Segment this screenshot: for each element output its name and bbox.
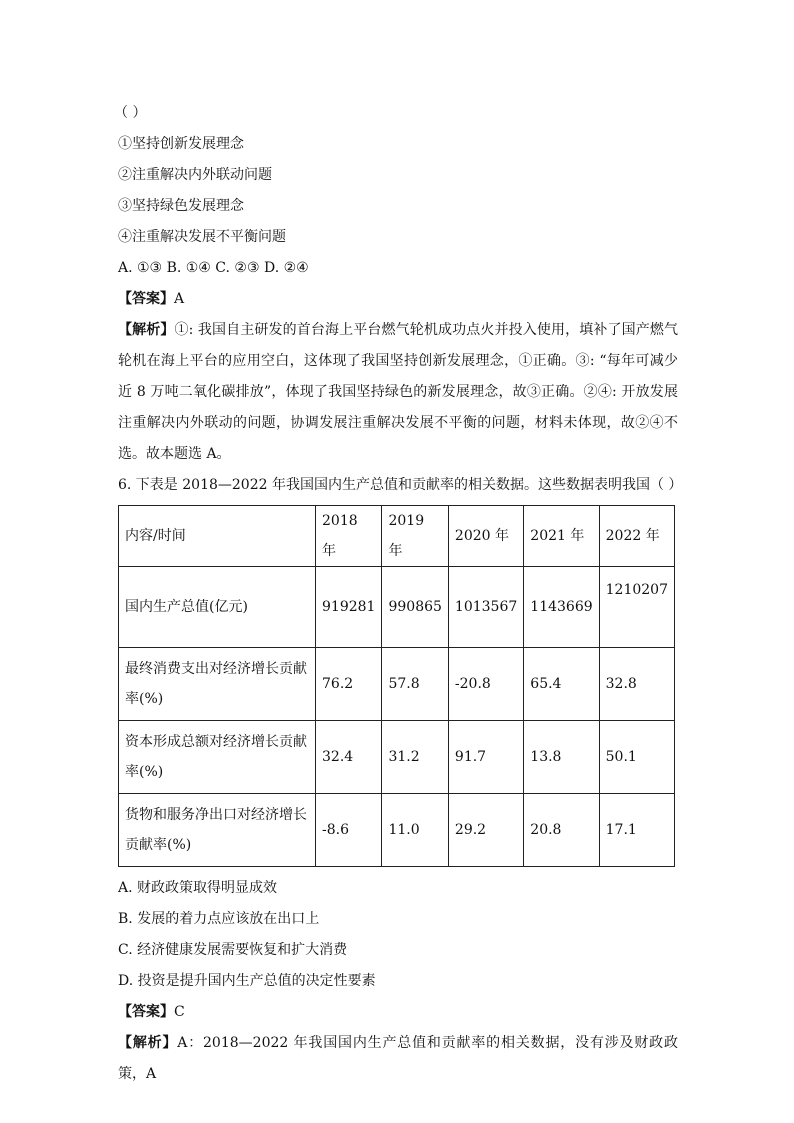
table-cell: 65.4 — [524, 648, 599, 721]
table-cell: 29.2 — [448, 794, 523, 867]
table-cell: 50.1 — [599, 721, 674, 794]
table-header-cell: 内容/时间 — [119, 506, 316, 567]
table-cell: -20.8 — [448, 648, 523, 721]
table-cell: 57.8 — [382, 648, 448, 721]
table-cell: 76.2 — [316, 648, 382, 721]
q6-analysis-text: A：2018—2022 年我国国内生产总值和贡献率的相关数据，没有涉及财政政策，A — [118, 1035, 678, 1082]
q6-option-d: D. 投资是提升国内生产总值的决定性要素 — [118, 973, 376, 989]
q6-option-a: A. 财政政策取得明显成效 — [118, 880, 278, 896]
table-cell: 32.4 — [316, 721, 382, 794]
q6-option-c: C. 经济健康发展需要恢复和扩大消费 — [118, 942, 348, 958]
table-cell: 1013567 — [448, 567, 523, 648]
table-cell: -8.6 — [316, 794, 382, 867]
q6-answer — [118, 997, 678, 1028]
table-header-cell: 2021 年 — [524, 506, 599, 567]
q5-item-3: ③坚持绿色发展理念 — [118, 198, 244, 214]
table-cell: 国内生产总值(亿元) — [119, 567, 316, 648]
q5-answer-value: A — [174, 291, 185, 307]
table-cell: 13.8 — [524, 721, 599, 794]
q5-analysis-label: 【解析】 — [118, 322, 175, 338]
table-cell: 最终消费支出对经济增长贡献率(%) — [119, 648, 316, 721]
table-header-cell: 2022 年 — [599, 506, 674, 567]
table-cell: 11.0 — [382, 794, 448, 867]
table-header-cell: 2019 年 — [382, 506, 448, 567]
q6-analysis-label: 【解析】 — [118, 1035, 178, 1051]
table-cell: 91.7 — [448, 721, 523, 794]
table-cell: 31.2 — [382, 721, 448, 794]
table-row — [119, 721, 675, 794]
q6-answer-value: C — [174, 1004, 185, 1020]
table-cell: 1210207 — [599, 567, 674, 648]
table-cell: 资本形成总额对经济增长贡献率(%) — [119, 721, 316, 794]
table-header-row — [119, 506, 675, 567]
table-cell: 20.8 — [524, 794, 599, 867]
q5-options: A. ①③ B. ①④ C. ②③ D. ②④ — [118, 260, 309, 276]
q6-stem: 6. 下表是 2018—2022 年我国国内生产总值和贡献率的相关数据。这些数据表明我国（ ） — [118, 477, 683, 493]
document-page — [114, 98, 683, 1090]
q5-stem-tail: （ ） — [114, 105, 147, 121]
table-cell: 919281 — [316, 567, 382, 648]
table-cell: 1143669 — [524, 567, 599, 648]
q6-analysis — [118, 1028, 678, 1090]
q6-answer-label: 【答案】 — [118, 1004, 174, 1020]
table-cell: 17.1 — [599, 794, 674, 867]
table-cell: 990865 — [382, 567, 448, 648]
table-header-cell: 2018 年 — [316, 506, 382, 567]
q5-item-4: ④注重解决发展不平衡问题 — [118, 229, 286, 245]
q5-analysis — [118, 315, 678, 470]
table-cell: 货物和服务净出口对经济增长贡献率(%) — [119, 794, 316, 867]
table-row — [119, 794, 675, 867]
q6-option-b: B. 发展的着力点应该放在出口上 — [118, 911, 320, 927]
table-row — [119, 648, 675, 721]
table-row — [119, 567, 675, 648]
table-header-cell: 2020 年 — [448, 506, 523, 567]
q5-analysis-text: ①: 我国自主研发的首台海上平台燃气轮机成功点火并投入使用，填补了国产燃气轮机在海上平台的应用空白，这体现了我国坚持创新发展理念，①正确。③: “每年可减少近 8 万吨二氧化碳排放”，体现了我国坚持绿色的新发展理念，故③正确。②④: 开放发展注重解决内外联动的问题，协调发展注重解决发展不平衡的问题，材料未体现，故②④不选。故本题选 A。 — [118, 322, 678, 462]
q5-answer-label: 【答案】 — [118, 291, 174, 307]
q5-item-2: ②注重解决内外联动问题 — [118, 167, 272, 183]
q5-answer — [118, 284, 678, 315]
gdp-contribution-table — [118, 505, 675, 867]
q5-item-1: ①坚持创新发展理念 — [118, 136, 244, 152]
table-cell: 32.8 — [599, 648, 674, 721]
